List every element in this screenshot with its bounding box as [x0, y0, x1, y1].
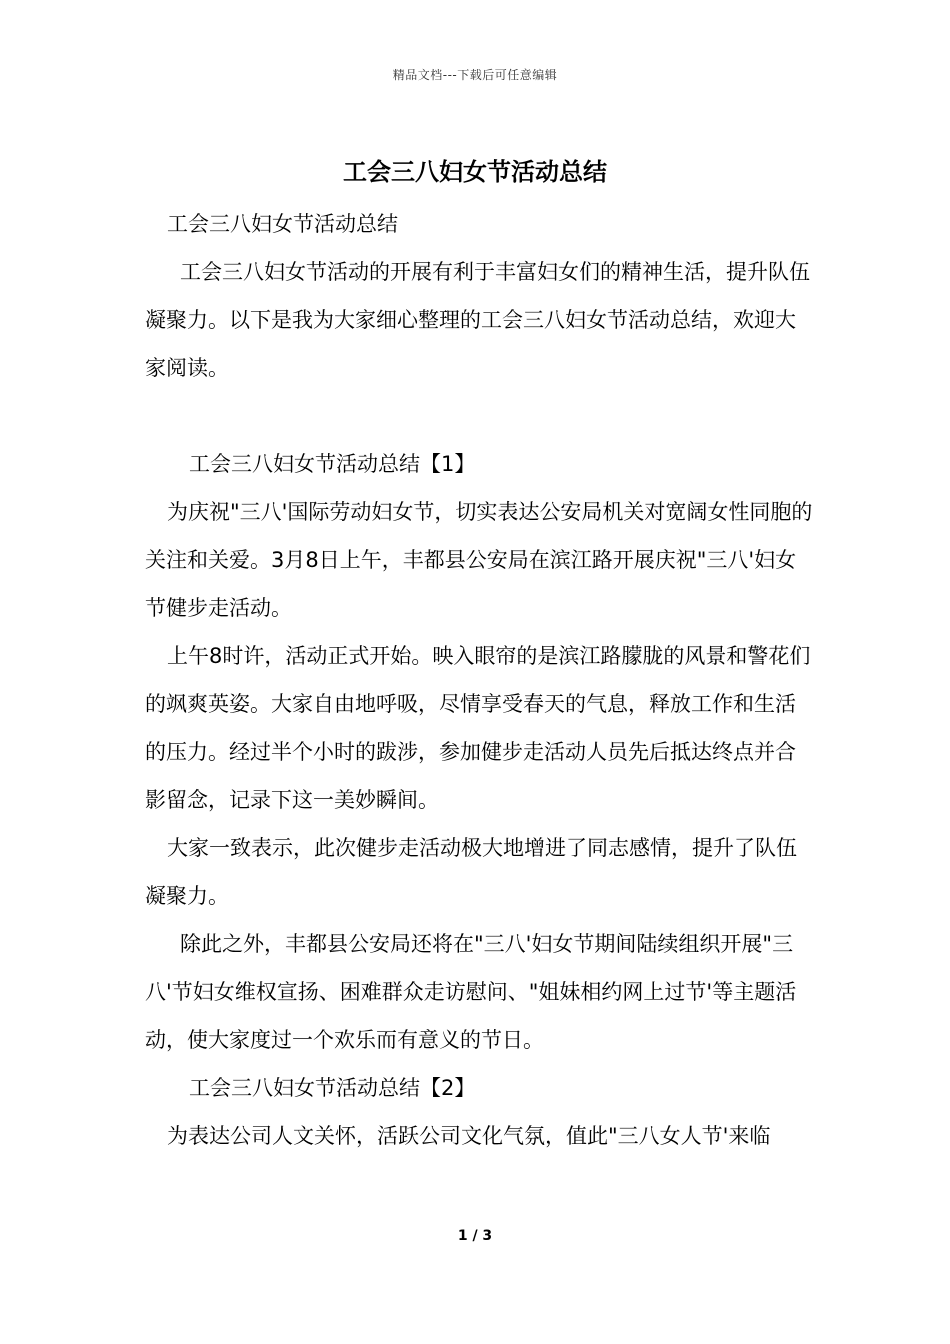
section-1-paragraph-4: 除此之外，丰都县公安局还将在"三八'妇女节期间陆续组织开展"三八'节妇女维权宣扬、困难群众走访慰问、"姐妹相约网上过节'等主题活动，使大家度过一个欢乐而有意义的节日。	[145, 932, 797, 1052]
page-header-note: 精品文档---下载后可任意编辑	[392, 68, 558, 82]
page-number: 1 / 3	[457, 1228, 493, 1244]
section-2-heading: 工会三八妇女节活动总结【2】	[189, 1076, 476, 1100]
section-1-paragraph-2: 上午8时许，活动正式开始。映入眼帘的是滨江路朦胧的风景和警花们的飒爽英姿。大家自由地呼吸，尽情享受春天的气息，释放工作和生活的压力。经过半个小时的跋涉，参加健步走活动人员先后抵达终点并合影留念，记录下这一美妙瞬间。	[145, 644, 811, 812]
document-title: 工会三八妇女节活动总结	[343, 157, 607, 186]
section-1-paragraph-3: 大家一致表示，此次健步走活动极大地增进了同志感情，提升了队伍凝聚力。	[145, 836, 797, 908]
section-2-paragraph-1: 为表达公司人文关怀，活跃公司文化气氛，值此"三八女人节'来临	[167, 1124, 771, 1148]
spacer	[145, 392, 815, 440]
intro-paragraph: 工会三八妇女节活动的开展有利于丰富妇女们的精神生活，提升队伍凝聚力。以下是我为大家细心整理的工会三八妇女节活动总结，欢迎大家阅读。	[145, 260, 810, 380]
document-subtitle: 工会三八妇女节活动总结	[167, 212, 398, 236]
section-1-heading: 工会三八妇女节活动总结【1】	[189, 452, 476, 476]
document-body	[145, 200, 815, 1160]
section-1-paragraph-1: 为庆祝"三八'国际劳动妇女节，切实表达公安局机关对宽阔女性同胞的关注和关爱。3月8日上午，丰都县公安局在滨江路开展庆祝"三八'妇女节健步走活动。	[145, 500, 813, 620]
